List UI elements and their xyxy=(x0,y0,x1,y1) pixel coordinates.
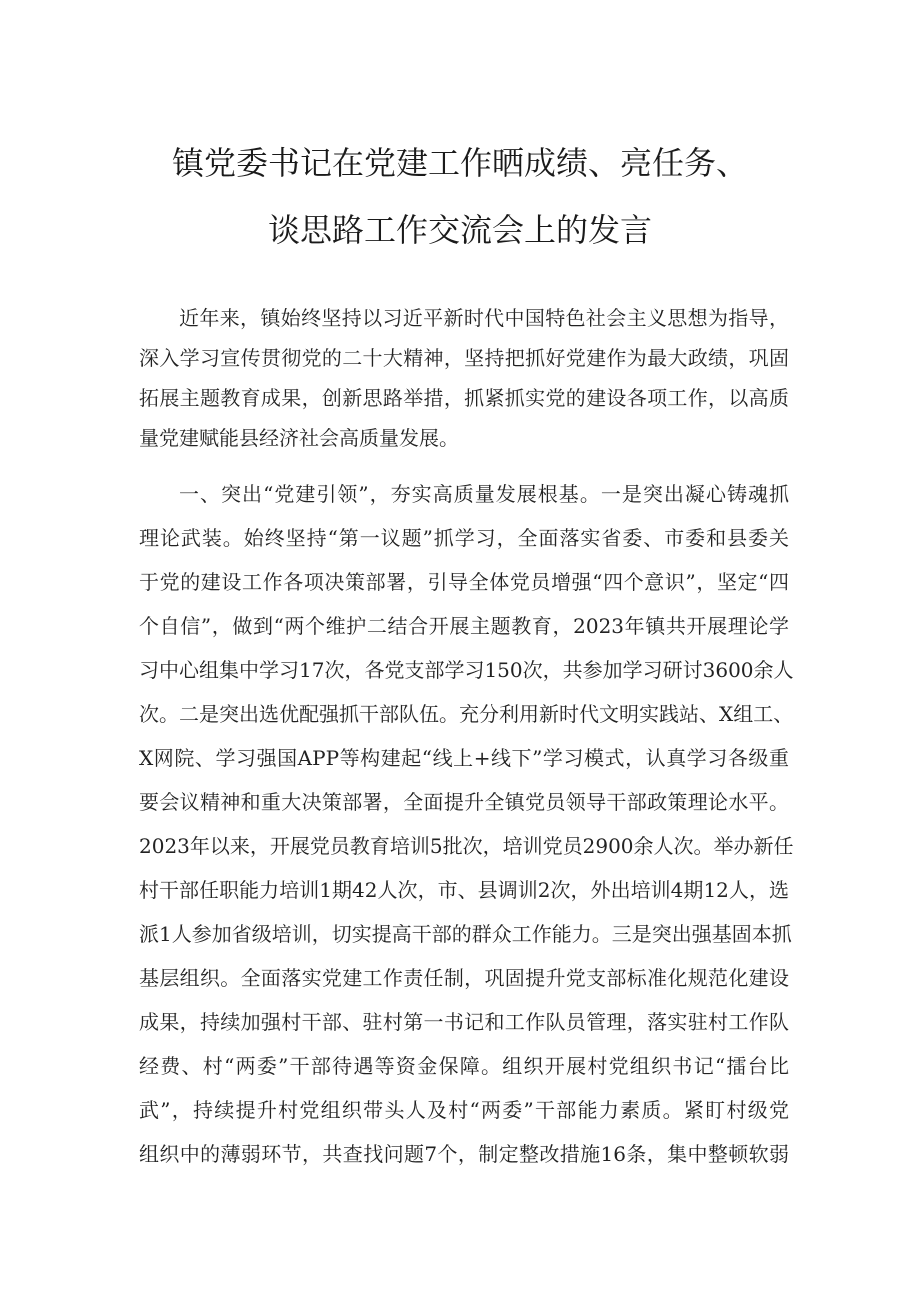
text-line: 基层组织。全面落实党建工作责任制，巩固提升党支部标准化规范化建设 xyxy=(139,966,789,990)
text-line: 拓展主题教育成果，创新思路举措，抓紧抓实党的建设各项工作，以高质 xyxy=(139,386,789,410)
text-line: 村干部任职能力培训1期42人次，市、县调训2次，外出培训4期12人，选 xyxy=(139,878,789,902)
text-line: 成果，持续加强村干部、驻村第一书记和工作队员管理，落实驻村工作队 xyxy=(139,1010,789,1034)
text-line: 于党的建设工作各项决策部署，引导全体党员增强“四个意识”，坚定“四 xyxy=(139,570,789,594)
text-line: 次。二是突出选优配强抓干部队伍。充分利用新时代文明实践站、X组工、 xyxy=(139,702,794,726)
text-line: 要会议精神和重大决策部署，全面提升全镇党员领导干部政策理论水平。 xyxy=(139,790,789,814)
text-line: 武”，持续提升村党组织带头人及村“两委”干部能力素质。紧盯村级党 xyxy=(139,1098,789,1122)
document-title-line-2: 谈思路工作交流会上的发言 xyxy=(267,211,652,249)
text-line: 经费、村“两委”干部待遇等资金保障。组织开展村党组织书记“擂台比 xyxy=(139,1054,789,1078)
text-line: 习中心组集中学习17次，各党支部学习150次，共参加学习研讨3600余人 xyxy=(139,658,794,682)
text-line: 个自信”，做到“两个维护二结合开展主题教育，2023年镇共开展理论学 xyxy=(139,614,789,638)
text-line: 理论武装。始终坚持“第一议题”抓学习，全面落实省委、市委和县委关 xyxy=(139,526,789,550)
text-line: X网院、学习强国APP等构建起“线上+线下”学习模式，认真学习各级重 xyxy=(139,746,789,770)
document-title-line-1: 镇党委书记在党建工作晒成绩、亮任务、 xyxy=(171,144,748,182)
text-line: 量党建赋能县经济社会高质量发展。 xyxy=(139,426,459,450)
text-line: 组织中的薄弱环节，共查找问题7个，制定整改措施16条，集中整顿软弱 xyxy=(139,1142,789,1166)
text-line: 派1人参加省级培训，切实提高干部的群众工作能力。三是突出强基固本抓 xyxy=(139,922,792,946)
text-line: 深入学习宣传贯彻党的二十大精神，坚持把抓好党建作为最大政绩，巩固 xyxy=(139,346,789,370)
text-line: 近年来，镇始终坚持以习近平新时代中国特色社会主义思想为指导， xyxy=(179,306,789,330)
text-line: 一、突出“党建引领”，夯实高质量发展根基。一是突出凝心铸魂抓 xyxy=(179,482,789,506)
text-line: 2023年以来，开展党员教育培训5批次，培训党员2900余人次。举办新任 xyxy=(139,834,794,858)
